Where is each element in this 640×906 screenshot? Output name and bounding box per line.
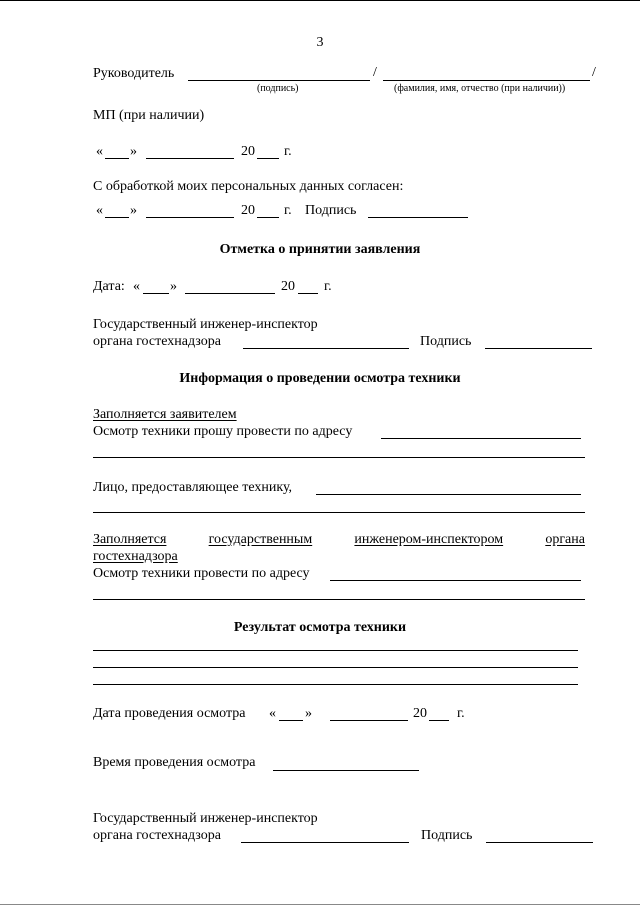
quote-close: » xyxy=(305,706,312,721)
bottom-border xyxy=(0,904,640,905)
slash-separator-end: / xyxy=(592,65,596,80)
inspection-time-field[interactable] xyxy=(273,770,419,771)
result-line-1[interactable] xyxy=(93,650,578,651)
year-prefix: 20 xyxy=(241,144,255,159)
page-number: 3 xyxy=(316,35,324,50)
result-inspector-name-field[interactable] xyxy=(241,842,409,843)
consent-year-field[interactable] xyxy=(257,217,279,218)
top-border xyxy=(0,0,640,1)
quote-open: « xyxy=(96,203,103,218)
applicant-fills-label: Заполняется заявителем xyxy=(93,407,237,422)
inspector-title-line2: органа гостехнадзора xyxy=(93,334,221,349)
head-signature-field[interactable] xyxy=(188,80,370,81)
result-heading: Результат осмотра техники xyxy=(233,620,407,635)
year-suffix: г. xyxy=(284,203,292,218)
year-prefix: 20 xyxy=(281,279,295,294)
applicant-address-field[interactable] xyxy=(381,438,581,439)
result-line-3[interactable] xyxy=(93,684,578,685)
inspection-info-heading: Информация о проведении осмотра техники xyxy=(179,371,461,386)
quote-close: » xyxy=(130,144,137,159)
inspector-fills-line2: гостехнадзора xyxy=(93,549,178,564)
result-line-2[interactable] xyxy=(93,667,578,668)
date-label: Дата: xyxy=(93,279,125,294)
year-prefix: 20 xyxy=(413,706,427,721)
inspector-name-field[interactable] xyxy=(243,348,409,349)
inspection-year-field[interactable] xyxy=(429,720,449,721)
slash-separator: / xyxy=(373,65,377,80)
quote-close: » xyxy=(130,203,137,218)
result-inspector-title-line2: органа гостехнадзора xyxy=(93,828,221,843)
consent-signature-label: Подпись xyxy=(305,203,357,218)
year-suffix: г. xyxy=(324,279,332,294)
inspector-address-field-cont[interactable] xyxy=(93,599,585,600)
consent-month-field[interactable] xyxy=(146,217,234,218)
inspection-date-label: Дата проведения осмотра xyxy=(93,706,246,721)
inspector-fills-word: инженером-инспектором xyxy=(354,532,504,547)
result-signature-field[interactable] xyxy=(486,842,593,843)
acceptance-month-field[interactable] xyxy=(185,293,275,294)
presenter-field-cont[interactable] xyxy=(93,512,585,513)
presenter-label: Лицо, предоставляющее технику, xyxy=(93,480,293,495)
result-signature-label: Подпись xyxy=(421,828,473,843)
inspector-signature-field[interactable] xyxy=(485,348,592,349)
quote-close: » xyxy=(170,279,177,294)
result-inspector-title-line1: Государственный инженер-инспектор xyxy=(93,811,318,826)
inspection-day-field[interactable] xyxy=(279,720,303,721)
inspector-fills-word: Заполняется xyxy=(93,532,167,547)
consent-text: С обработкой моих персональных данных согласен: xyxy=(93,179,404,194)
year-prefix: 20 xyxy=(241,203,255,218)
consent-signature-field[interactable] xyxy=(368,217,468,218)
head-name-field[interactable] xyxy=(383,80,590,81)
inspector-title-line1: Государственный инженер-инспектор xyxy=(93,317,318,332)
year-field[interactable] xyxy=(257,158,279,159)
head-label: Руководитель xyxy=(93,66,175,81)
name-caption: (фамилия, имя, отчество (при наличии)) xyxy=(394,83,566,94)
acceptance-year-field[interactable] xyxy=(298,293,318,294)
inspector-signature-label: Подпись xyxy=(420,334,472,349)
applicant-address-field-cont[interactable] xyxy=(93,457,585,458)
consent-day-field[interactable] xyxy=(105,217,129,218)
quote-open: « xyxy=(269,706,276,721)
signature-caption: (подпись) xyxy=(257,83,299,94)
applicant-address-label: Осмотр техники прошу провести по адресу xyxy=(93,424,353,439)
inspector-address-field[interactable] xyxy=(330,580,581,581)
acceptance-heading: Отметка о принятии заявления xyxy=(219,242,421,257)
inspection-time-label: Время проведения осмотра xyxy=(93,755,256,770)
presenter-field[interactable] xyxy=(316,494,581,495)
inspection-month-field[interactable] xyxy=(330,720,408,721)
year-suffix: г. xyxy=(284,144,292,159)
acceptance-day-field[interactable] xyxy=(143,293,169,294)
inspector-fills-word: органа xyxy=(545,532,585,547)
stamp-label: МП (при наличии) xyxy=(93,108,205,123)
inspector-fills-word: государственным xyxy=(208,532,313,547)
inspector-fills-line1 xyxy=(93,532,585,548)
year-suffix: г. xyxy=(457,706,465,721)
day-field[interactable] xyxy=(105,158,129,159)
quote-open: « xyxy=(96,144,103,159)
quote-open: « xyxy=(133,279,140,294)
inspector-address-label: Осмотр техники провести по адресу xyxy=(93,566,310,581)
month-field[interactable] xyxy=(146,158,234,159)
